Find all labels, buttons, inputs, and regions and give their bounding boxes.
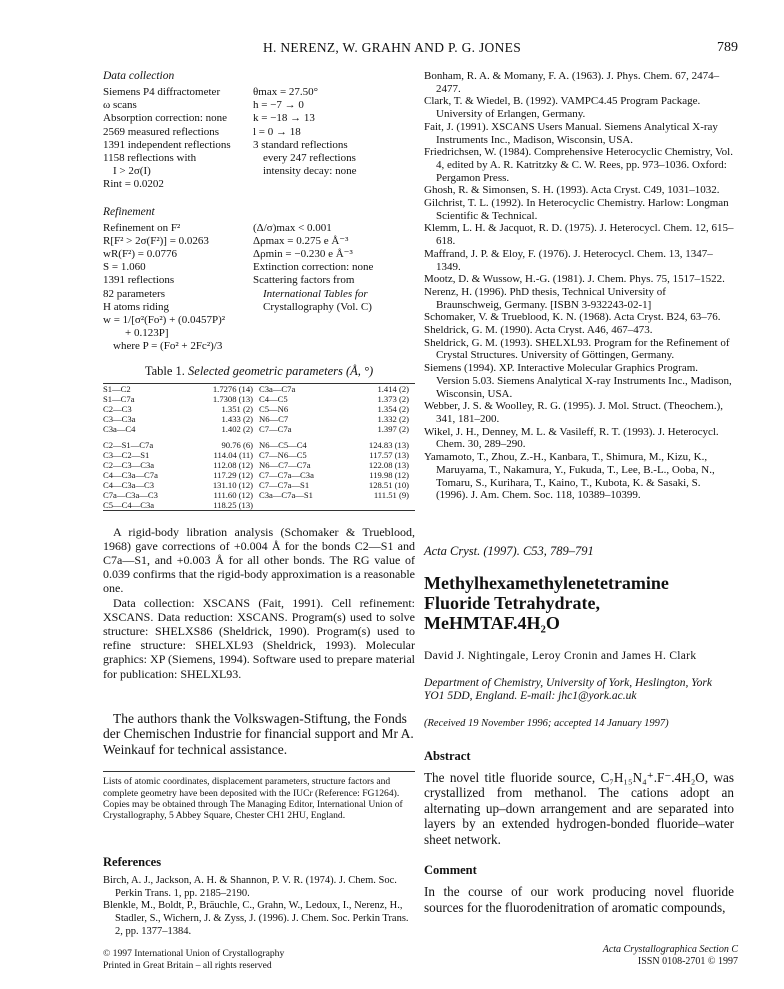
ref-left-line: w = 1/[σ²(Fo²) + (0.0457P)²: [103, 314, 226, 327]
geometry-value: 1.354 (2): [377, 403, 409, 414]
data-collection-heading: Data collection: [103, 70, 175, 82]
geometry-atoms: C3—C3a: [103, 413, 136, 424]
paragraph-libration: A rigid-body libration analysis (Schomaker & Trueblood, 1968) gave corrections of +0.004 Å for the bonds C2—S1 and C7a—S1, and +0.003 Å for all other bonds. The RG value of 0.039 confirms that the rigid-body approximation is a reasonable one.: [103, 524, 415, 596]
refinement-heading: Refinement: [103, 205, 155, 218]
table1-label: Table 1.: [144, 363, 185, 378]
geometry-atoms: C7—N6—C5: [258, 449, 307, 460]
ref-right-line: Crystallography (Vol. C): [263, 300, 372, 313]
dc-left-line: Absorption correction: none: [103, 112, 228, 125]
geometry-atoms: N6—C7—C7a: [258, 459, 311, 470]
article-title: Methylhexamethylenetetramine Fluoride Tetrahydrate, MeHMTAF.4H₂O: [424, 572, 669, 633]
geometry-row: [103, 404, 415, 414]
geometry-atoms: C4—C5: [258, 393, 288, 404]
ref-left-line: H atoms riding: [103, 300, 169, 313]
geometry-value: 117.57 (13): [369, 449, 409, 460]
reference-item: Birch, A. J., Jackson, A. H. & Shannon, P. V. R. (1974). J. Chem. Soc. Perkin Trans. 1, pp. 2185–2190.: [103, 875, 397, 899]
copyright-line: © 1997 International Union of Crystallography: [103, 948, 285, 960]
geometry-value: 1.7276 (14): [212, 383, 253, 394]
geometry-value: 119.98 (12): [369, 469, 409, 480]
references-heading: References: [103, 855, 162, 870]
geometry-atoms: C5—C4—C3a: [103, 499, 155, 510]
geometry-row: [103, 383, 415, 394]
geometry-atoms: C5—N6: [258, 403, 289, 414]
reference-item: Bonham, R. A. & Momany, F. A. (1963). J. Phys. Chem. 67, 2474–2477.: [424, 70, 720, 95]
journal-issn: ISSN 0108-2701 © 1997: [637, 956, 738, 967]
ref-right-line: (Δ/σ)max < 0.001: [253, 221, 332, 234]
geometry-value: [344, 500, 415, 511]
ref-right-line: Δρmax = 0.275 e Å⁻³: [253, 234, 349, 247]
reference-item: Friedrichsen, W. (1984). Comprehensive Heterocyclic Chemistry, Vol. 4, edited by A. R. Katritzky & C. W. Rees, pp. 973–1036. Oxford: Pergamon Press.: [424, 146, 733, 184]
table1-caption: [103, 364, 415, 379]
geometry-atoms: C4—C3a—C3: [103, 479, 155, 490]
geometry-atoms: C3a—C7a: [258, 383, 296, 394]
comment-heading: Comment: [424, 863, 477, 878]
abstract-heading: Abstract: [424, 748, 471, 763]
geometry-atoms: C7a—C3a—C3: [103, 489, 158, 500]
comment-text: In the course of our work producing novel fluoride sources for the fluorodenitration of aromatic compounds,: [424, 884, 734, 915]
reference-item: Fait, J. (1991). XSCANS Users Manual. Siemens Analytical X-ray Instruments Inc., Madison, Wisconsin, USA.: [424, 120, 718, 146]
geometry-value: 112.08 (12): [213, 459, 253, 470]
left-column: [103, 70, 415, 971]
geometry-row: [103, 500, 415, 511]
paragraph-software: Data collection: XSCANS (Fait, 1991). Cell refinement: XSCANS. Data reduction: XSCANS. Program(s) used to solve structure: SHELXS86 (Sheldrick, 1990). Program(s) used to refine structure: SHELXL93 (Sheldrick, 1993). Molecular graphics: XP (Siemens, 1994). Software used to prepare material for publication: SHELXL93.: [103, 595, 415, 681]
geometry-value: 1.433 (2): [221, 413, 253, 424]
acknowledgement: The authors thank the Volkswagen-Stiftung, the Fonds der Chemischen Industrie for financial support and Mr A. Weinkauf for technical assistance.: [103, 710, 414, 757]
geometry-value: 1.402 (2): [221, 423, 253, 434]
ref-left-line: Refinement on F²: [103, 221, 181, 234]
reference-item: Maffrand, J. P. & Eloy, F. (1976). J. Heterocycl. Chem. 13, 1347–1349.: [424, 247, 713, 273]
dc-left-line: Rint = 0.0202: [103, 178, 164, 191]
geometry-row: [103, 460, 415, 470]
reference-item: Gilchrist, T. L. (1992). In Heterocyclic Chemistry. Harlow: Longman Scientific & Technical.: [424, 197, 729, 222]
geometry-atoms: [259, 500, 344, 511]
reference-item: Mootz, D. & Wussow, H.-G. (1981). J. Chem. Phys. 75, 1517–1522.: [424, 273, 725, 286]
geometry-value: 1.351 (2): [221, 403, 253, 414]
geometry-row: [103, 450, 415, 460]
reference-item: Siemens (1994). XP. Interactive Molecular Graphics Program. Version 5.03. Siemens Analytical X-ray Instruments Inc., Madison, Wisconsin, USA.: [424, 362, 732, 400]
reference-item: Webber, J. S. & Woolley, R. G. (1995). J. Mol. Struct. (Theochem.), 341, 181–200.: [424, 400, 724, 425]
ref-left: [103, 222, 253, 354]
geometry-atoms: C7—C7a: [258, 423, 292, 434]
geometry-atoms: C3a—C4: [103, 423, 136, 434]
geometry-row: [103, 490, 415, 500]
table1-title: Selected geometric parameters (Å, °): [188, 363, 374, 378]
article-authors: David J. Nightingale, Leroy Cronin and James H. Clark: [424, 649, 697, 662]
reference-item: Yamamoto, T., Zhou, Z.-H., Kanbara, T., Shimura, M., Kizu, K., Maruyama, T., Nakamura, Y., Fukuda, T., Lee, B.-L., Ooba, N., Tomaru, S., Kurihara, T., Kaino, T., Kubota, K. & Sasaki, S. (1996). J. Am. Chem. Soc. 118, 10389–10399.: [424, 451, 715, 502]
dc-right-line: k = −18 → 13: [253, 112, 315, 125]
right-column: [424, 70, 734, 915]
dc-left-line: ω scans: [103, 99, 137, 112]
geometry-row: [103, 394, 415, 404]
geometry-value: 124.83 (13): [368, 439, 409, 450]
dc-right-line: 3 standard reflections: [253, 138, 348, 151]
geometry-table: [103, 383, 415, 511]
running-head: [0, 40, 784, 60]
dc-left-line: I > 2σ(I): [113, 165, 151, 178]
dc-right: [253, 86, 415, 192]
dc-left: [103, 86, 253, 192]
geometry-atoms: C2—C3—C3a: [103, 459, 155, 470]
ref-left-line: R[F² > 2σ(F²)] = 0.0263: [103, 234, 209, 247]
abstract-text: The novel title fluoride source, C₇H₁₅N₄⁺.F⁻.4H₂O, was crystallized from methanol. The cations adopt an alternating up–down arrangement and are separated into layers by an extended hydrogen-bonded fluoride–water sheet network.: [424, 769, 734, 847]
geometry-row: [103, 470, 415, 480]
geometry-value: 90.76 (6): [221, 439, 253, 450]
ref-right: [253, 222, 415, 354]
geometry-row: [103, 480, 415, 490]
reference-item: Sheldrick, G. M. (1990). Acta Cryst. A46, 467–473.: [424, 324, 653, 337]
references-list: [424, 70, 734, 502]
reference-item: Blenkle, M., Boldt, P., Bräuchle, C., Grahn, W., Ledoux, I., Nerenz, H., Stadler, S., Wichern, J. & Zyss, J. (1996). J. Chem. Soc. Perkin Trans. 2, pp. 1377–1384.: [103, 900, 409, 937]
citation-text: Acta Cryst. (1997). C53, 789–791: [424, 543, 594, 558]
geometry-value: 131.10 (12): [212, 479, 253, 490]
geometry-value: 1.332 (2): [377, 413, 409, 424]
dc-right-line: every 247 reflections: [263, 152, 356, 165]
ref-right-line: International Tables for: [263, 287, 368, 300]
received-dates: (Received 19 November 1996; accepted 14 January 1997): [424, 717, 669, 729]
geometry-atoms: N6—C7: [258, 413, 289, 424]
geometry-value: 122.08 (13): [368, 459, 409, 470]
dc-left-line: Siemens P4 diffractometer: [103, 86, 221, 98]
geometry-atoms: C3a—C7a—S1: [258, 489, 313, 500]
ref-left-line: wR(F²) = 0.0776: [103, 248, 177, 261]
geometry-value: 1.373 (2): [377, 393, 409, 404]
ref-left-line: + 0.123P]: [125, 327, 169, 340]
geometry-row: [103, 424, 415, 434]
geometry-value: 111.51 (9): [373, 489, 409, 500]
geometry-atoms: C2—S1—C7a: [103, 439, 154, 450]
ref-left-line: 82 parameters: [103, 287, 165, 300]
ref-left-line: where P = (Fo² + 2Fc²)/3: [113, 340, 223, 353]
dc-left-line: 1391 independent reflections: [103, 138, 231, 151]
geometry-value: 1.397 (2): [377, 423, 409, 434]
reference-item: Wikel, J. H., Denney, M. L. & Vasileff, R. T. (1993). J. Heterocycl. Chem. 30, 289–290.: [424, 425, 719, 451]
refinement-table: [103, 222, 415, 354]
ref-left-line: 1391 reflections: [103, 274, 175, 287]
running-head-authors: H. NERENZ, W. GRAHN AND P. G. JONES: [262, 40, 522, 55]
geometry-atoms: C3—C2—S1: [103, 449, 150, 460]
data-collection-table: [103, 86, 415, 192]
geometry-atoms: C7—C7a—C3a: [258, 469, 314, 480]
geometry-atoms: C2—C3: [103, 403, 132, 414]
geometry-row: [103, 414, 415, 424]
reference-item: Nerenz, H. (1996). PhD thesis, Technical University of Braunschweig, Germany. [ISBN 3-932243-02-1]: [424, 285, 666, 311]
geometry-atoms: N6—C5—C4: [258, 439, 307, 450]
geometry-value: 1.7308 (13): [212, 393, 253, 404]
geometry-value: 111.60 (12): [213, 489, 253, 500]
ref-right-line: Δρmin = −0.230 e Å⁻³: [253, 248, 353, 261]
geometry-atoms: C7—C7a—S1: [258, 479, 310, 490]
deposition-note: Lists of atomic coordinates, displacement parameters, structure factors and complete geometry have been deposited with the IUCr (Reference: FG1264). Copies may be obtained through The Managing Editor, International Union of Crystallography, 5 Abbey Square, Chester CH1 2HU, England.: [103, 771, 415, 821]
reference-item: Klemm, L. H. & Jacquot, R. D. (1975). J. Heterocycl. Chem. 12, 615–618.: [424, 222, 734, 248]
geometry-atoms: S1—C2: [103, 383, 131, 394]
geometry-value: 117.29 (12): [213, 469, 253, 480]
journal-name: Acta Crystallographica Section C: [602, 944, 738, 955]
ref-left-line: S = 1.060: [103, 261, 146, 274]
geometry-row: [103, 434, 415, 450]
geometry-value: 128.51 (10): [368, 479, 409, 490]
dc-left-line: 1158 reflections with: [103, 152, 197, 165]
copyright: [103, 948, 415, 971]
dc-left-line: 2569 measured reflections: [103, 125, 220, 138]
article-citation: [424, 544, 734, 559]
copyright-line: Printed in Great Britain – all rights reserved: [103, 959, 272, 971]
dc-right-line: intensity decay: none: [263, 165, 357, 178]
dc-right-line: θmax = 27.50°: [253, 86, 319, 98]
reference-item: Clark, T. & Wiedel, B. (1992). VAMPC4.45 Program Package. University of Erlangen, Germany.: [424, 95, 701, 121]
geometry-atoms: S1—C7a: [103, 393, 135, 404]
journal-footer: [603, 944, 738, 968]
ref-right-line: Extinction correction: none: [253, 261, 374, 274]
reference-item: Sheldrick, G. M. (1993). SHELXL93. Program for the Refinement of Crystal Structures. University of Göttingen, Germany.: [424, 336, 730, 362]
reference-item: Ghosh, R. & Simonsen, S. H. (1993). Acta Cryst. C49, 1031–1032.: [424, 184, 720, 197]
ref-right-line: Scattering factors from: [253, 274, 355, 287]
geometry-atoms: C4—C3a—C7a: [103, 469, 158, 480]
geometry-value: 1.414 (2): [377, 383, 409, 394]
article-affiliation: Department of Chemistry, University of York, Heslington, York YO1 5DD, England. E-mail: jhc1@york.ac.uk: [424, 676, 712, 703]
reference-item: Schomaker, V. & Trueblood, K. N. (1968). Acta Cryst. B24, 63–76.: [424, 311, 721, 324]
body-text: [103, 525, 415, 681]
geometry-value: 114.04 (11): [213, 449, 253, 460]
geometry-value: 118.25 (13): [213, 499, 253, 510]
dc-right-line: h = −7 → 0: [253, 99, 304, 112]
page-number: 789: [717, 40, 738, 55]
dc-right-line: l = 0 → 18: [253, 125, 301, 138]
